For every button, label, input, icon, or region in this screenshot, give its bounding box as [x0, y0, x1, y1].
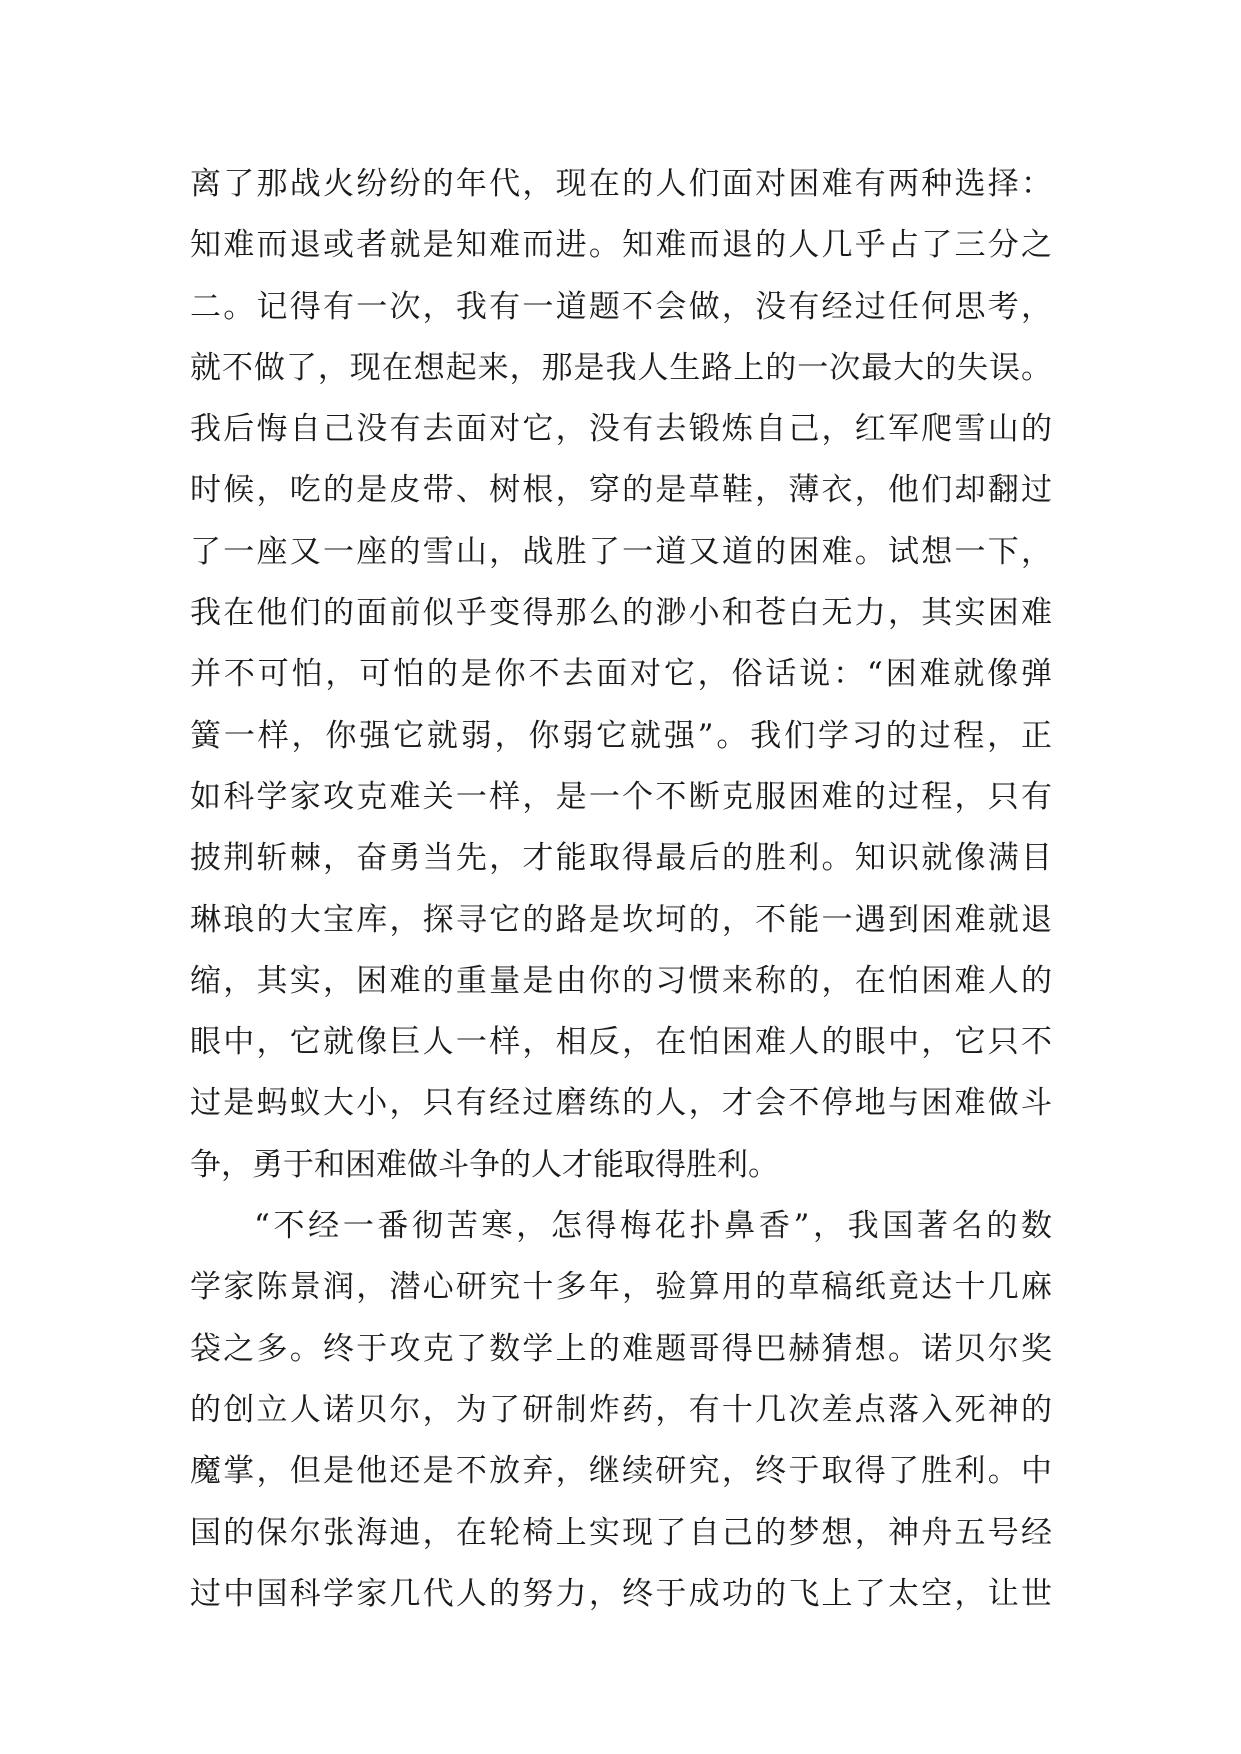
text-line: 披荆斩棘，奋勇当先，才能取得最后的胜利。知识就像满目	[190, 840, 1052, 877]
text-line: 我后悔自己没有去面对它，没有去锻炼自己，红军爬雪山的	[190, 411, 1052, 448]
text-line: 争，勇于和困难做斗争的人才能取得胜利。	[190, 1146, 779, 1183]
text-line: 并不可怕，可怕的是你不去面对它，俗话说：“困难就像弹	[190, 656, 1052, 693]
text-line: 就不做了，现在想起来，那是我人生路上的一次最大的失误。	[190, 349, 1052, 386]
text-line: 知难而退或者就是知难而进。知难而退的人几乎占了三分之	[190, 227, 1052, 264]
text-line: 琳琅的大宝库，探寻它的路是坎坷的，不能一遇到困难就退	[190, 901, 1052, 938]
text-line: 时候，吃的是皮带、树根，穿的是草鞋，薄衣，他们却翻过	[190, 472, 1052, 509]
text-line: 眼中，它就像巨人一样，相反，在怕困难人的眼中，它只不	[190, 1024, 1052, 1061]
text-line: 簧一样，你强它就弱，你弱它就强”。我们学习的过程，正	[190, 717, 1052, 754]
text-line: 离了那战火纷纷的年代，现在的人们面对困难有两种选择：	[190, 166, 1052, 202]
text-line: 学家陈景润，潜心研究十多年，验算用的草稿纸竟达十几麻	[190, 1269, 1052, 1306]
text-line: 了一座又一座的雪山，战胜了一道又道的困难。试想一下，	[190, 533, 1052, 570]
text-line: 过是蚂蚁大小，只有经过磨练的人，才会不停地与困难做斗	[190, 1085, 1052, 1122]
text-line: 袋之多。终于攻克了数学上的难题哥得巴赫猜想。诺贝尔奖	[190, 1330, 1052, 1367]
text-line: 过中国科学家几代人的努力，终于成功的飞上了太空，让世	[190, 1575, 1052, 1612]
text-line: “不经一番彻苦寒，怎得梅花扑鼻香”，我国著名的数	[254, 1208, 1052, 1245]
body-text	[190, 164, 1052, 1635]
paragraph-2	[190, 1206, 1052, 1635]
text-line: 国的保尔张海迪，在轮椅上实现了自己的梦想，神舟五号经	[190, 1514, 1052, 1551]
paragraph-1	[190, 164, 1052, 1206]
text-line: 我在他们的面前似乎变得那么的渺小和苍白无力，其实困难	[190, 595, 1052, 632]
text-line: 二。记得有一次，我有一道题不会做，没有经过任何思考，	[190, 288, 1052, 325]
text-line: 缩，其实，困难的重量是由你的习惯来称的，在怕困难人的	[190, 962, 1052, 999]
text-line: 魔掌，但是他还是不放弃，继续研究，终于取得了胜利。中	[190, 1453, 1052, 1490]
text-line: 如科学家攻克难关一样，是一个不断克服困难的过程，只有	[190, 778, 1052, 815]
text-line: 的创立人诺贝尔，为了研制炸药，有十几次差点落入死神的	[190, 1391, 1052, 1428]
